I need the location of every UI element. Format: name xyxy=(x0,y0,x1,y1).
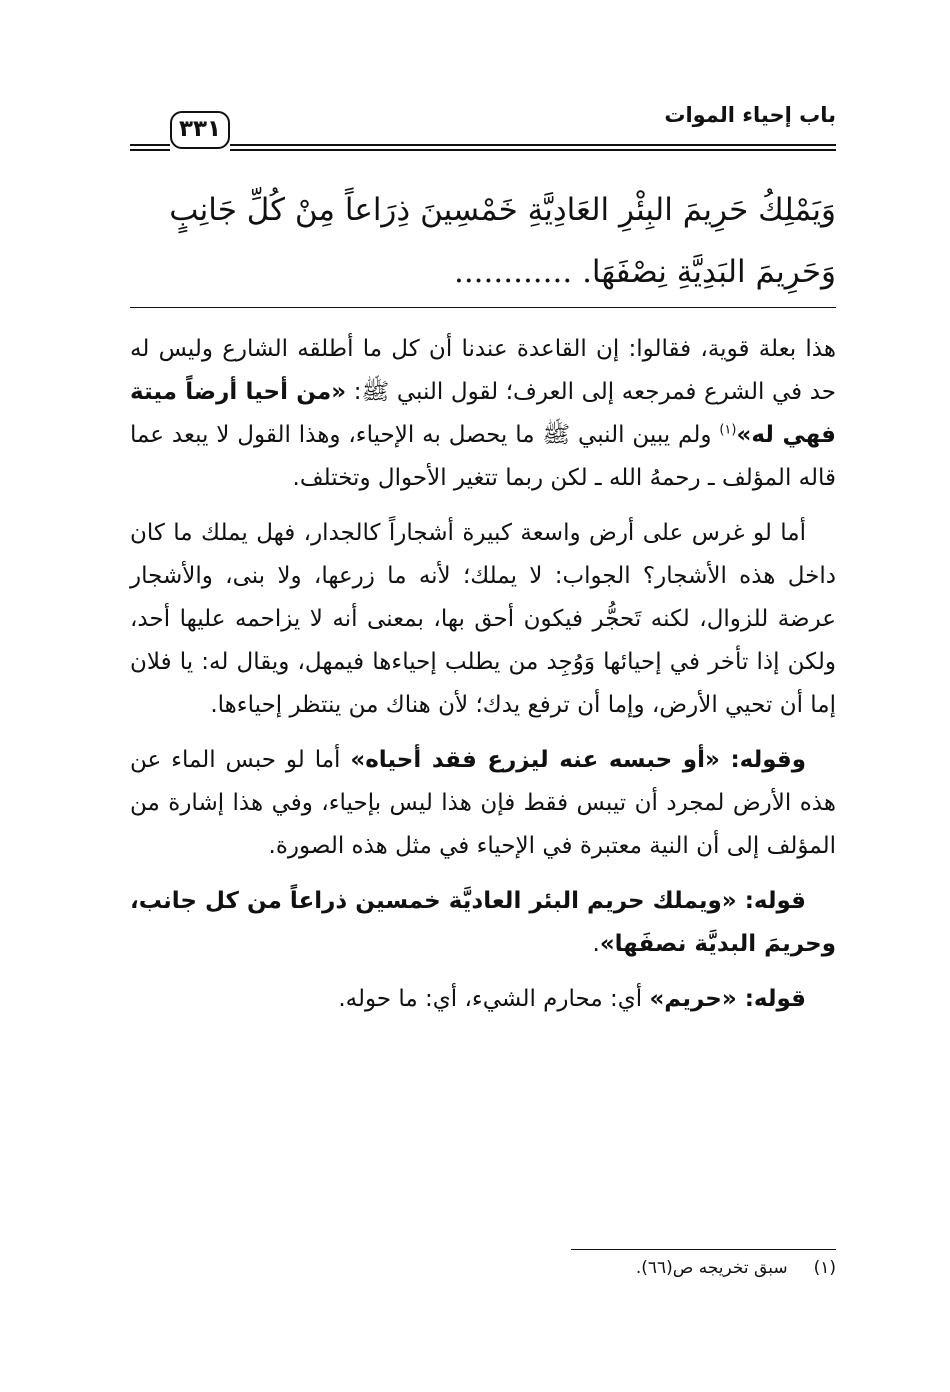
footnote-text: سبق تخريجه ص(٦٦). xyxy=(635,1258,788,1278)
hadith-quote: «من أحيا أرضاً ميتة فهي له» xyxy=(130,379,836,448)
paragraph-4 xyxy=(130,880,836,966)
paragraph-1 xyxy=(130,328,836,500)
matn-line-2 xyxy=(130,241,836,303)
header-rule-left-bottom xyxy=(130,149,170,151)
running-header xyxy=(130,95,836,157)
book-page xyxy=(130,95,836,1278)
matn-line-2-text: وَحَرِيمَ البَدِيَّةِ نِصْفَهَا. xyxy=(582,254,836,290)
paragraph-2: أما لو غرس على أرض واسعة كبيرة أشجاراً كالجدار، فهل يملك ما كان داخل هذه الأشجار؟ الجواب: لا يملك؛ لأنه ما زرعها، ولا بنى، والأشجار عرضة للزوال، لكنه تَحجُّر فيكون أحق بها، بمعنى أنه لا يزاحمه عليها أحد، ولكن إذا تأخر في إحيائها وَوُجِد من يطلب إحياءها فيمهل، ويقال له: يا فلان إما أن تحيي الأرض، وإما أن ترفع يدك؛ لأن هناك من ينتظر إحياءها. xyxy=(130,520,836,718)
paragraph-5-label: قوله: xyxy=(736,986,806,1012)
matn-dots: ............ xyxy=(453,254,573,290)
paragraph-3-text: أما لو حبس الماء عن هذه الأرض لمجرد أن تيبس فقط فإن هذا ليس بإحياء، وفي هذا إشارة من المؤلف إلى أن النية معتبرة في الإحياء في مثل هذه الصورة. xyxy=(130,747,836,859)
footnote-number: (١) xyxy=(813,1258,836,1278)
footnote-ref: (١) xyxy=(719,422,737,438)
footnote-separator xyxy=(571,1249,836,1250)
commentary xyxy=(130,328,836,1021)
header-rule-bottom xyxy=(230,149,836,151)
footnote-1 xyxy=(636,1258,836,1278)
page-number: ٣٣١ xyxy=(170,111,230,149)
matn-line-1: وَيَمْلِكُ حَرِيمَ البِئْرِ العَادِيَّةِ خَمْسِينَ ذِرَاعاً مِنْ كُلِّ جَانِبٍ xyxy=(169,192,836,228)
paragraph-5-text: أي: محارم الشيء، أي: ما حوله. xyxy=(338,986,650,1012)
paragraph-4-end: . xyxy=(592,931,600,957)
paragraph-5 xyxy=(130,978,836,1021)
chapter-title: باب إحياء الموات xyxy=(664,103,836,127)
header-rule-top xyxy=(230,144,836,146)
paragraph-3 xyxy=(130,739,836,868)
paragraph-3-quote: «أو حبسه عنه ليزرع فقد أحياه» xyxy=(350,747,720,773)
paragraph-4-quote: «ويملك حريم البئر العاديَّة خمسين ذراعاً من كل جانب، وحريمَ البديَّة نصفَها» xyxy=(130,888,836,957)
paragraph-4-label: قوله: xyxy=(736,888,806,914)
matn-separator xyxy=(130,307,836,308)
paragraph-1-text-a: هذا بعلة قوية، فقالوا: إن القاعدة عندنا أن كل ما أطلقه الشارع وليس له حد في الشرع فمرجعه إلى العرف؛ لقول النبي ﷺ: xyxy=(130,336,836,405)
header-rule-left-top xyxy=(130,144,170,146)
matn-text xyxy=(130,179,836,303)
paragraph-5-quote: «حريم» xyxy=(649,986,737,1012)
paragraph-1-text-b: ولم يبين النبي ﷺ ما يحصل به الإحياء، وهذا القول لا يبعد عما قاله المؤلف ـ رحمهُ الله ـ لكن ربما تتغير الأحوال وتختلف. xyxy=(130,422,836,491)
paragraph-3-label: وقوله: xyxy=(719,747,806,773)
